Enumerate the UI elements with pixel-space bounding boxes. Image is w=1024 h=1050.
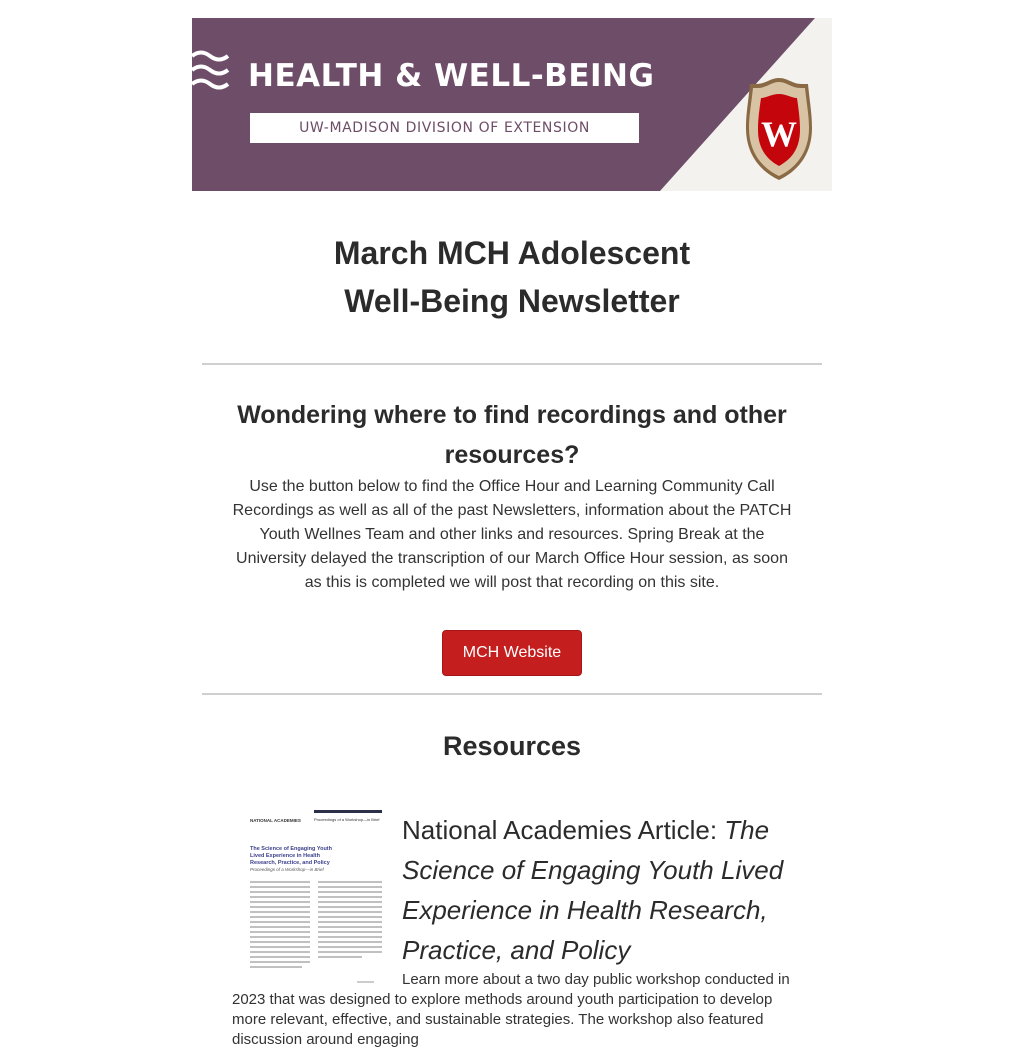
divider <box>202 363 822 365</box>
banner-subtitle: UW-MADISON DIVISION OF EXTENSION <box>250 113 639 143</box>
newsletter-title-line2: Well-Being Newsletter <box>344 283 680 319</box>
svg-text:Proceedings of a Workshop—in B: Proceedings of a Workshop—in Brief <box>250 867 324 872</box>
svg-text:W: W <box>761 114 797 154</box>
recordings-heading: Wondering where to find recordings and other resources? <box>237 401 787 469</box>
svg-text:The Science of Engaging Youth: The Science of Engaging Youth <box>250 846 332 852</box>
banner-background <box>192 18 832 191</box>
banner-title: HEALTH & WELL-BEING <box>248 58 655 94</box>
article-thumbnail[interactable] <box>242 810 392 986</box>
email-body <box>192 18 832 1050</box>
svg-text:Proceedings of a Workshop—in B: Proceedings of a Workshop—in Brief <box>314 817 380 822</box>
resource-article <box>232 810 792 1050</box>
article-body: Learn more about a two day public workshop conducted in 2023 that was designed to explore methods around youth participation to develop more relevant, effective, and sustainable strategies. The workshop also featured discussion around engaging <box>232 971 790 1048</box>
article-title-prefix: National Academies Article: <box>402 815 725 845</box>
recordings-body: Use the button below to find the Office Hour and Learning Community Call Recordings as well as all of the past Newsletters, information about the PATCH Youth Wellnes Team and other links and resources. Spring Break at the University delayed the transcription of our March Office Hour session, as soon as this is completed we will post that recording on this site. <box>232 478 792 591</box>
svg-text:Lived Experience in Health: Lived Experience in Health <box>250 853 320 859</box>
svg-text:Research, Practice, and Policy: Research, Practice, and Policy <box>250 860 330 866</box>
uw-crest-icon <box>744 76 814 182</box>
mch-website-button[interactable]: MCH Website <box>442 630 582 676</box>
newsletter-title <box>192 229 832 325</box>
article-thumbnail-image <box>242 810 392 986</box>
header-banner <box>192 18 832 191</box>
resources-heading: Resources <box>442 731 582 761</box>
svg-text:NATIONAL ACADEMIES: NATIONAL ACADEMIES <box>250 818 301 823</box>
article-title-italic: The Science of Engaging Youth Lived Experience in Health Research, Practice, and Policy <box>402 815 784 965</box>
divider <box>202 693 822 695</box>
newsletter-title-line1: March MCH Adolescent <box>333 235 691 271</box>
button-wrapper <box>192 630 832 676</box>
